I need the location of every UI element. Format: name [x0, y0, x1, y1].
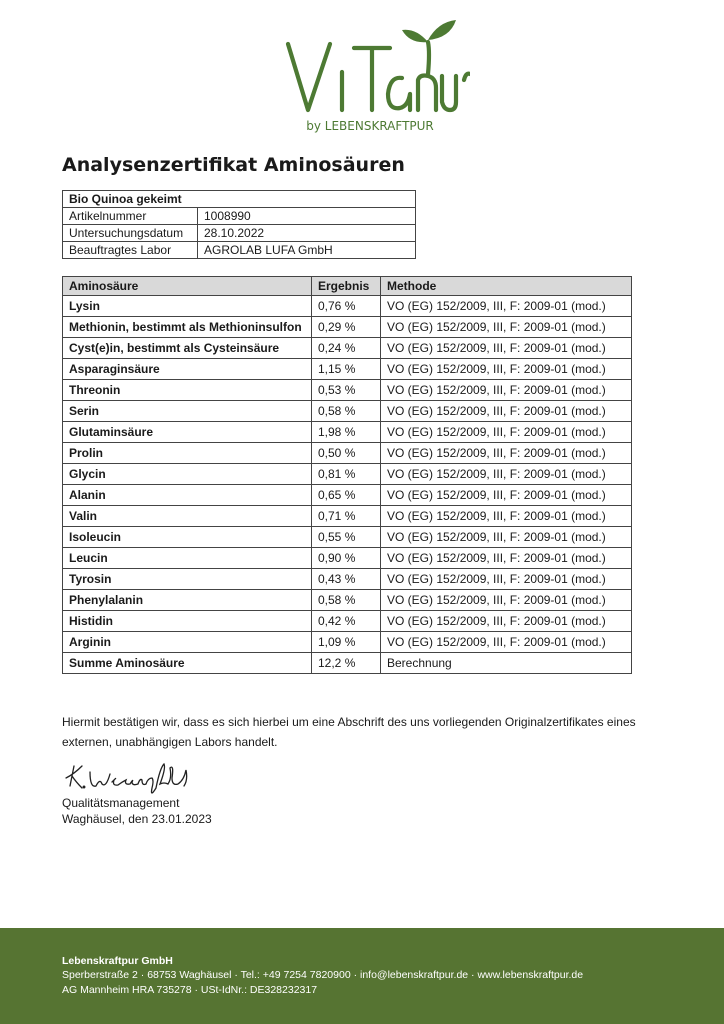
method-value: VO (EG) 152/2009, III, F: 2009-01 (mod.) — [381, 569, 632, 590]
table-row — [63, 611, 632, 632]
footer-address: Sperberstraße 2 · 68753 Waghäusel · Tel.: +49 7254 7820900 · info@lebenskraftpur.de · www.lebenskraftpur.de — [62, 969, 584, 981]
logo-byline: by LEBENSKRAFTPUR — [306, 119, 434, 133]
result-value: 0,71 % — [312, 506, 381, 527]
method-value: VO (EG) 152/2009, III, F: 2009-01 (mod.) — [381, 317, 632, 338]
result-value: 0,43 % — [312, 569, 381, 590]
table-row — [63, 359, 632, 380]
table-header-row — [63, 277, 632, 296]
amino-acid-name: Tyrosin — [63, 569, 312, 590]
result-value: 0,29 % — [312, 317, 381, 338]
column-header-method: Methode — [381, 277, 632, 296]
product-name: Bio Quinoa gekeimt — [63, 191, 416, 208]
column-header-result: Ergebnis — [312, 277, 381, 296]
method-value: VO (EG) 152/2009, III, F: 2009-01 (mod.) — [381, 506, 632, 527]
result-value: 0,58 % — [312, 590, 381, 611]
result-value: 12,2 % — [312, 653, 381, 674]
amino-acid-name: Phenylalanin — [63, 590, 312, 611]
table-row — [63, 296, 632, 317]
signature-department: Qualitätsmanagement — [62, 796, 180, 810]
amino-acid-name: Alanin — [63, 485, 312, 506]
amino-acid-name: Prolin — [63, 443, 312, 464]
result-value: 1,09 % — [312, 632, 381, 653]
certification-statement: Hiermit bestätigen wir, dass es sich hierbei um eine Abschrift des uns vorliegenden Originalzertifikates eines externen, unabhängigen Labors handelt. — [62, 715, 636, 749]
info-value: AGROLAB LUFA GmbH — [198, 242, 416, 259]
result-value: 0,76 % — [312, 296, 381, 317]
info-value: 28.10.2022 — [198, 225, 416, 242]
method-value: VO (EG) 152/2009, III, F: 2009-01 (mod.) — [381, 401, 632, 422]
table-row — [63, 422, 632, 443]
amino-acid-name: Valin — [63, 506, 312, 527]
amino-acid-name: Serin — [63, 401, 312, 422]
table-row — [63, 548, 632, 569]
table-row — [63, 380, 632, 401]
info-label: Artikelnummer — [63, 208, 198, 225]
method-value: VO (EG) 152/2009, III, F: 2009-01 (mod.) — [381, 338, 632, 359]
vitanur-logo — [270, 14, 470, 136]
method-value: Berechnung — [381, 653, 632, 674]
result-value: 1,98 % — [312, 422, 381, 443]
page-footer — [0, 928, 724, 1024]
signature-place-date: Waghäusel, den 23.01.2023 — [62, 812, 212, 826]
table-row — [63, 506, 632, 527]
amino-acid-name: Isoleucin — [63, 527, 312, 548]
result-value: 0,55 % — [312, 527, 381, 548]
amino-acid-name: Methionin, bestimmt als Methioninsulfon — [63, 317, 312, 338]
info-value: 1008990 — [198, 208, 416, 225]
method-value: VO (EG) 152/2009, III, F: 2009-01 (mod.) — [381, 548, 632, 569]
info-row — [63, 242, 416, 259]
info-label: Beauftragtes Labor — [63, 242, 198, 259]
footer-company: Lebenskraftpur GmbH — [62, 955, 173, 967]
method-value: VO (EG) 152/2009, III, F: 2009-01 (mod.) — [381, 296, 632, 317]
amino-acid-name: Glycin — [63, 464, 312, 485]
method-value: VO (EG) 152/2009, III, F: 2009-01 (mod.) — [381, 590, 632, 611]
info-label: Untersuchungsdatum — [63, 225, 198, 242]
table-row — [63, 527, 632, 548]
method-value: VO (EG) 152/2009, III, F: 2009-01 (mod.) — [381, 422, 632, 443]
table-row — [63, 443, 632, 464]
amino-acid-name: Leucin — [63, 548, 312, 569]
amino-acid-name: Summe Aminosäure — [63, 653, 312, 674]
amino-acid-name: Lysin — [63, 296, 312, 317]
amino-acid-name: Cyst(e)in, bestimmt als Cysteinsäure — [63, 338, 312, 359]
amino-acid-name: Threonin — [63, 380, 312, 401]
product-row — [63, 191, 416, 208]
table-row — [63, 464, 632, 485]
method-value: VO (EG) 152/2009, III, F: 2009-01 (mod.) — [381, 443, 632, 464]
table-row — [63, 317, 632, 338]
result-value: 1,15 % — [312, 359, 381, 380]
method-value: VO (EG) 152/2009, III, F: 2009-01 (mod.) — [381, 380, 632, 401]
result-value: 0,90 % — [312, 548, 381, 569]
method-value: VO (EG) 152/2009, III, F: 2009-01 (mod.) — [381, 359, 632, 380]
result-value: 0,50 % — [312, 443, 381, 464]
method-value: VO (EG) 152/2009, III, F: 2009-01 (mod.) — [381, 611, 632, 632]
method-value: VO (EG) 152/2009, III, F: 2009-01 (mod.) — [381, 485, 632, 506]
table-row — [63, 590, 632, 611]
table-row — [63, 632, 632, 653]
info-row — [63, 208, 416, 225]
amino-table-body — [63, 296, 632, 674]
method-value: VO (EG) 152/2009, III, F: 2009-01 (mod.) — [381, 632, 632, 653]
result-value: 0,81 % — [312, 464, 381, 485]
method-value: VO (EG) 152/2009, III, F: 2009-01 (mod.) — [381, 464, 632, 485]
result-value: 0,58 % — [312, 401, 381, 422]
amino-acid-name: Asparaginsäure — [63, 359, 312, 380]
table-row — [63, 653, 632, 674]
table-row — [63, 569, 632, 590]
method-value: VO (EG) 152/2009, III, F: 2009-01 (mod.) — [381, 527, 632, 548]
product-info-table — [62, 190, 416, 259]
result-value: 0,65 % — [312, 485, 381, 506]
amino-acid-name: Histidin — [63, 611, 312, 632]
result-value: 0,24 % — [312, 338, 381, 359]
amino-acid-name: Arginin — [63, 632, 312, 653]
page-title: Analysenzertifikat Aminosäuren — [62, 154, 405, 176]
table-row — [63, 338, 632, 359]
table-row — [63, 485, 632, 506]
info-row — [63, 225, 416, 242]
footer-registration: AG Mannheim HRA 735278 · USt-IdNr.: DE328232317 — [62, 984, 318, 996]
result-value: 0,42 % — [312, 611, 381, 632]
table-row — [63, 401, 632, 422]
column-header-amino-acid: Aminosäure — [63, 277, 312, 296]
amino-acid-name: Glutaminsäure — [63, 422, 312, 443]
amino-acid-table — [62, 276, 632, 674]
result-value: 0,53 % — [312, 380, 381, 401]
